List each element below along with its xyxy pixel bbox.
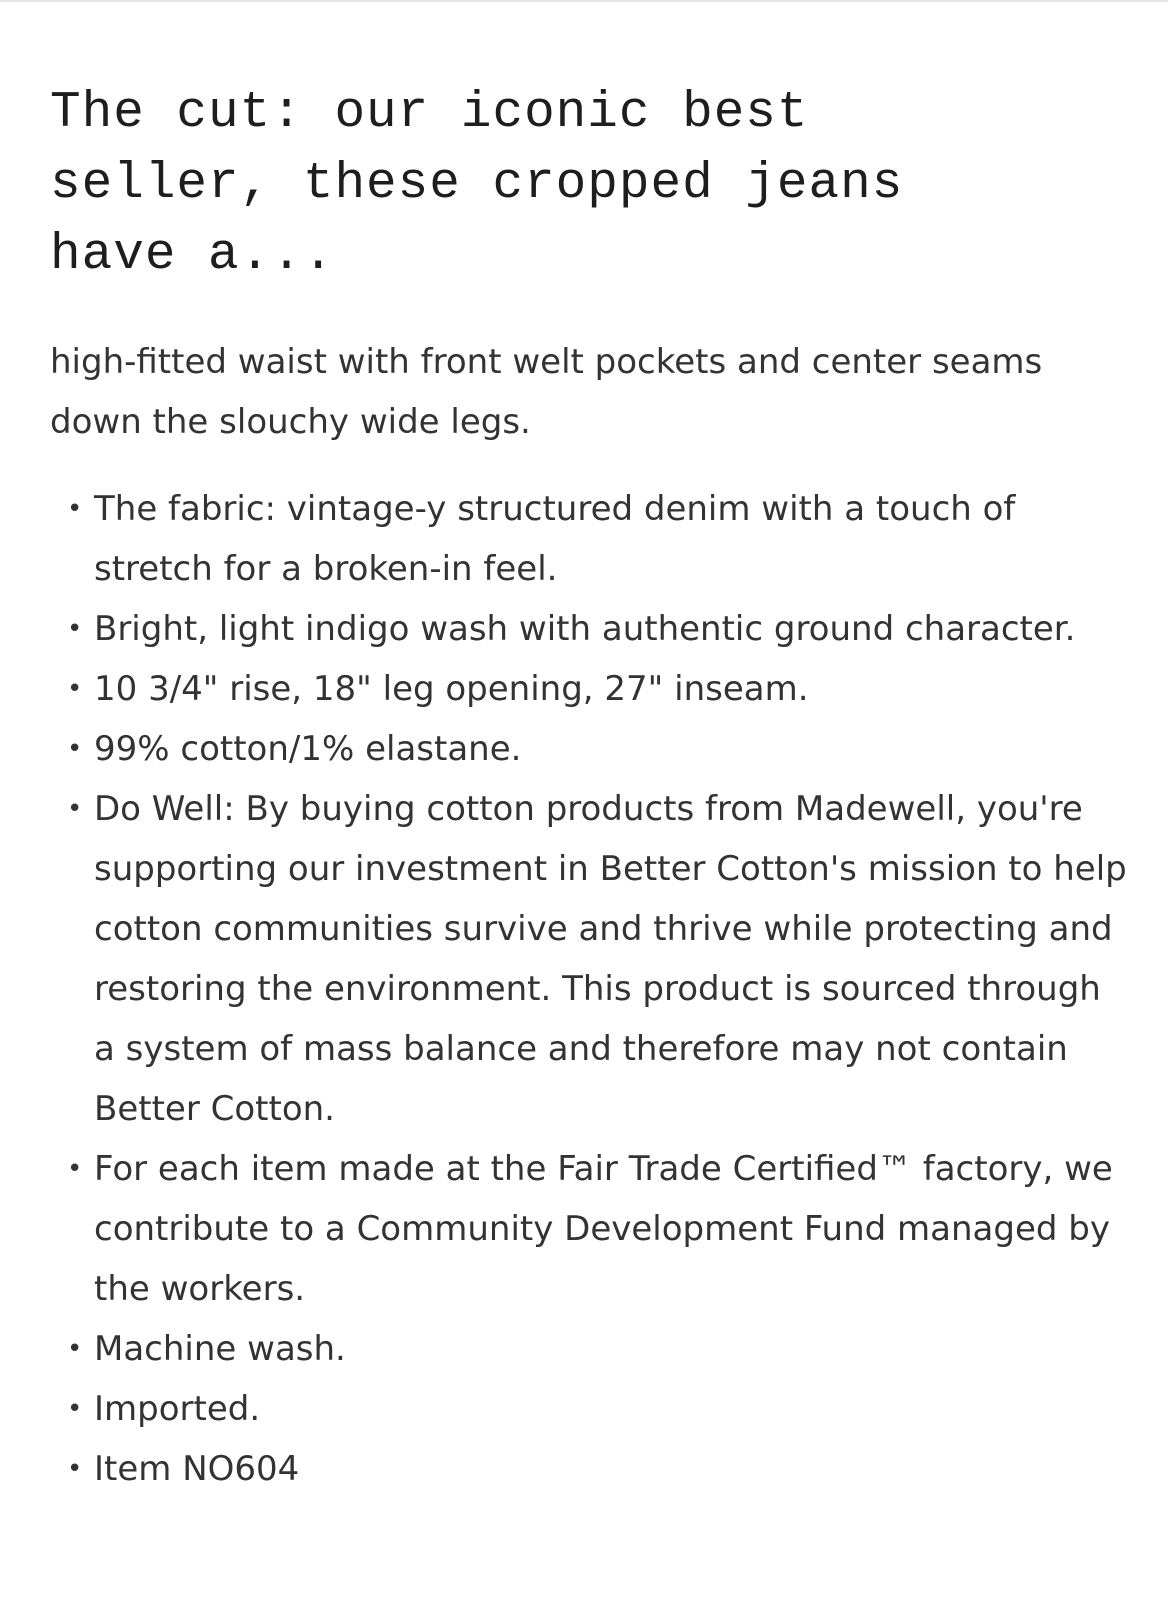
- details-list: [50, 479, 1130, 1499]
- detail-item: [50, 1379, 1130, 1439]
- detail-text: For each item made at the Fair Trade Certified™ factory, we contribute to a Community Development Fund managed by the workers.: [94, 1149, 1113, 1309]
- description-headline: The cut: our iconic best seller, these cropped jeans have a...: [50, 85, 904, 284]
- detail-item: [50, 779, 1130, 1139]
- detail-text: Do Well: By buying cotton products from Madewell, you're supporting our investment in Better Cotton's mission to help cotton communities survive and thrive while protecting and restoring the environment. This product is sourced through a system of mass balance and therefore may not contain Better Cotton.: [94, 789, 1127, 1129]
- bullet-icon: •: [67, 734, 83, 764]
- detail-text: Bright, light indigo wash with authentic ground character.: [94, 609, 1076, 649]
- description-intro: high-fitted waist with front welt pockets and center seams down the slouchy wide legs.: [50, 342, 1043, 442]
- top-divider: [0, 0, 1168, 2]
- detail-item: [50, 479, 1130, 599]
- detail-text: The fabric: vintage-y structured denim with a touch of stretch for a broken-in feel.: [94, 489, 1016, 589]
- bullet-icon: •: [67, 674, 83, 704]
- detail-item: [50, 1139, 1130, 1319]
- detail-text: 99% cotton/1% elastane.: [94, 729, 522, 769]
- detail-text: Item NO604: [94, 1449, 300, 1489]
- bullet-icon: •: [67, 794, 83, 824]
- detail-text: 10 3/4" rise, 18" leg opening, 27" inseam.: [94, 669, 809, 709]
- bullet-icon: •: [67, 494, 83, 524]
- bullet-icon: •: [67, 614, 83, 644]
- detail-text: Machine wash.: [94, 1329, 346, 1369]
- detail-item: [50, 599, 1130, 659]
- detail-item: [50, 719, 1130, 779]
- bullet-icon: •: [67, 1154, 83, 1184]
- product-description: [50, 78, 1130, 1499]
- detail-item: [50, 1319, 1130, 1379]
- detail-text: Imported.: [94, 1389, 261, 1429]
- detail-item: [50, 659, 1130, 719]
- bullet-icon: •: [67, 1334, 83, 1364]
- detail-item: [50, 1439, 1130, 1499]
- bullet-icon: •: [67, 1394, 83, 1424]
- bullet-icon: •: [67, 1454, 83, 1484]
